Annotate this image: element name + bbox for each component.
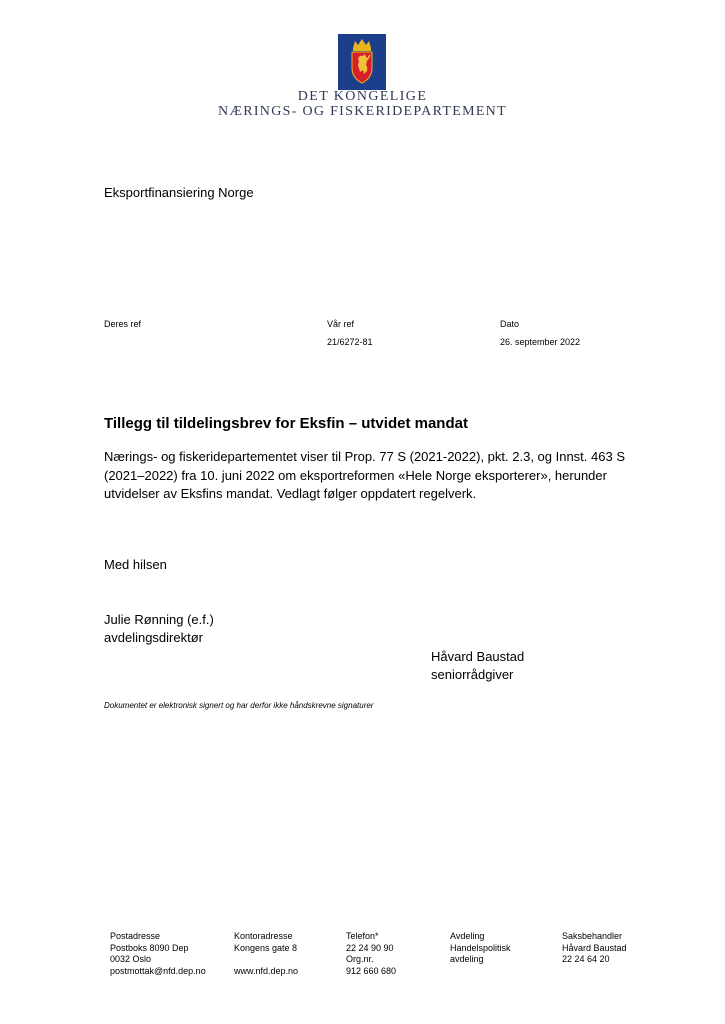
signer2-title: seniorrådgiver: [431, 667, 514, 682]
footer-label: Avdeling: [450, 931, 485, 941]
letter-body: [104, 448, 644, 504]
body-line: utvidelser av Eksfins mandat. Vedlagt følger oppdatert regelverk.: [104, 486, 477, 501]
footer-label: Saksbehandler: [562, 931, 623, 941]
footer-label: Telefon*: [346, 931, 379, 941]
footer-value: Håvard Baustad: [562, 942, 627, 953]
footer-label: Kontoradresse: [234, 931, 293, 941]
footer-value: Org.nr.: [346, 954, 374, 964]
letter-subject: Tillegg til tildelingsbrev for Eksfin – utvidet mandat: [104, 415, 468, 432]
deres-ref-label: Deres ref: [104, 319, 142, 329]
recipient-name: Eksportfinansiering Norge: [104, 185, 254, 200]
footer-website[interactable]: www.nfd.dep.no: [234, 965, 299, 976]
footer-value: 22 24 90 90: [346, 942, 394, 953]
body-line: Nærings- og fiskeridepartementet viser til Prop. 77 S (2021-2022), pkt. 2.3, og Innst. 463 S: [104, 449, 625, 464]
footer-value: 0032 Oslo: [110, 954, 152, 964]
footer-value: avdeling: [450, 954, 484, 964]
var-ref-label: Vår ref: [327, 319, 355, 329]
footer-telefon: [346, 931, 396, 977]
footer-label: Postadresse: [110, 931, 161, 941]
ministry-name-line1: DET KONGELIGE: [297, 89, 428, 104]
footer-value: 912 660 680: [346, 965, 397, 976]
footer-postadresse: [110, 931, 206, 977]
ministry-name-line2: NÆRINGS- OG FISKERIDEPARTEMENT: [218, 104, 507, 119]
footer-value: 22 24 64 20: [562, 954, 610, 964]
footer-kontoradresse: [234, 931, 298, 977]
body-line: (2021–2022) fra 10. juni 2022 om eksportreformen «Hele Norge eksporterer», herunder: [104, 467, 607, 483]
esign-note: Dokumentet er elektronisk signert og har derfor ikke håndskrevne signaturer: [104, 701, 374, 710]
footer-value: [234, 954, 298, 966]
footer-email[interactable]: postmottak@nfd.dep.no: [110, 965, 206, 976]
footer-value: Handelspolitisk: [450, 942, 511, 953]
footer-value: Kongens gate 8: [234, 942, 298, 953]
signer1-title: avdelingsdirektør: [104, 630, 203, 645]
norwegian-coat-of-arms-icon: [338, 34, 386, 90]
footer-value: Postboks 8090 Dep: [110, 942, 189, 953]
greeting: Med hilsen: [104, 557, 167, 572]
var-ref-value: 21/6272-81: [327, 337, 373, 347]
dato-label: Dato: [500, 319, 520, 329]
signer1-name: Julie Rønning (e.f.): [104, 612, 214, 627]
footer-avdeling: [450, 931, 511, 966]
signer2-name: Håvard Baustad: [431, 649, 525, 664]
footer-saksbehandler: [562, 931, 627, 966]
dato-value: 26. september 2022: [500, 337, 581, 347]
